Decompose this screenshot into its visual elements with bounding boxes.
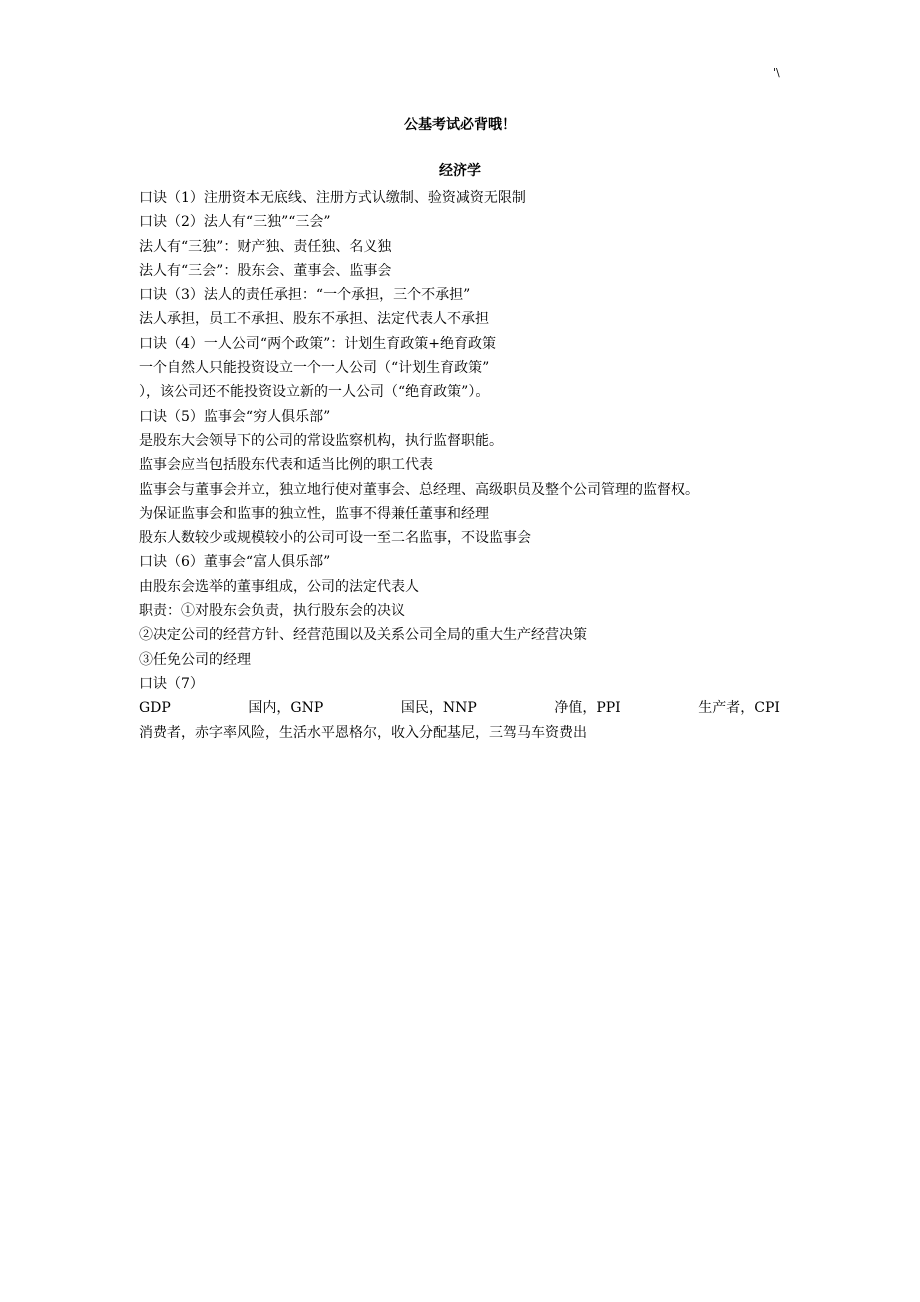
indicator-gdp: GDP xyxy=(139,700,171,717)
page-title: 公基考试必背哦！ xyxy=(404,117,516,133)
text-line: 职责：①对股东会负责，执行股东会的决议 xyxy=(139,603,405,620)
text-line: 监事会与董事会并立，独立地行使对董事会、总经理、高级职员及整个公司管理的监督权。 xyxy=(139,481,699,498)
text-line: 由股东会选举的董事组成，公司的法定代表人 xyxy=(139,578,419,595)
text-line: 是股东大会领导下的公司的常设监察机构，执行监督职能。 xyxy=(139,432,503,449)
text-line: 口诀（6）董事会“富人俱乐部” xyxy=(139,554,331,571)
text-line: 口诀（3）法人的责任承担：“一个承担，三个不承担” xyxy=(139,287,471,304)
indicator-gnp: 国内，GNP xyxy=(248,700,324,717)
text-line: 口诀（1）注册资本无底线、注册方式认缴制、验资减资无限制 xyxy=(139,190,526,206)
indicator-cpi: 生产者，CPI xyxy=(698,700,780,717)
text-line: 口诀（4）一人公司“两个政策”：计划生育政策+绝育政策 xyxy=(139,335,496,352)
indicator-ppi: 净值，PPI xyxy=(554,700,621,717)
text-line: 一个自然人只能投资设立一个一人公司（“计划生育政策” xyxy=(139,360,490,377)
text-line: 法人有“三独”：财产独、责任独、名义独 xyxy=(139,238,392,255)
text-line: 监事会应当包括股东代表和适当比例的职工代表 xyxy=(139,457,433,474)
text-line: ②决定公司的经营方针、经营范围以及关系公司全局的重大生产经营决策 xyxy=(139,627,587,644)
document-body xyxy=(139,186,784,745)
text-line: 口诀（2）法人有“三独”“三会” xyxy=(139,214,331,231)
text-line: 股东人数较少或规模较小的公司可设一至二名监事，不设监事会 xyxy=(139,530,531,547)
text-line: 口诀（5）监事会“穷人俱乐部” xyxy=(139,408,331,425)
corner-mark: '\ xyxy=(773,66,780,79)
text-line: 口诀（7） xyxy=(139,675,204,692)
text-line: ），该公司还不能投资设立新的一人公司（“绝育政策”）。 xyxy=(139,384,490,401)
section-title: 经济学 xyxy=(439,163,481,179)
text-line: 消费者，赤字率风险，生活水平恩格尔，收入分配基尼，三驾马车资费出 xyxy=(139,724,587,741)
text-line: 法人有“三会”：股东会、董事会、监事会 xyxy=(139,262,392,279)
text-line: 为保证监事会和监事的独立性，监事不得兼任董事和经理 xyxy=(139,505,489,522)
economic-indicators-line xyxy=(139,696,780,720)
indicator-nnp: 国民，NNP xyxy=(400,700,477,717)
text-line: 法人承担，员工不承担、股东不承担、法定代表人不承担 xyxy=(139,311,489,328)
text-line: ③任免公司的经理 xyxy=(139,651,251,668)
